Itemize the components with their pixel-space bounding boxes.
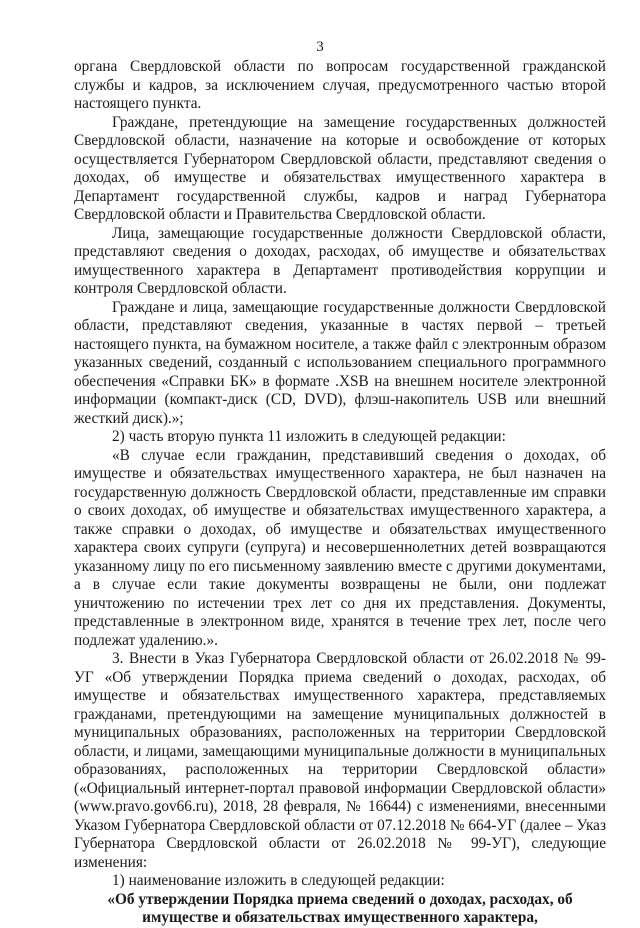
paragraph-item-1-title: 1) наименование изложить в следующей редакции: bbox=[112, 872, 445, 889]
paragraph-item-3: 3. Внести в Указ Губернатора Свердловской области от 26.02.2018 № 99-УГ «Об утверждении Порядка приема сведений о доходах, расходах, об имуществе и обязательствах имущественного характера, представляемых гражданами, претендующими на замещение муниципальных должностей в муниципальных образованиях, расположенных на территории Свердловской области, и лицами, замещающими муниципальные должности в муниципальных образованиях, расположенных на территории Свердловской области» («Официальный интернет-портал правовой информации Свердловской области» (www.pravo.gov66.ru), 2018, 28 февраля, № 16644) с изменениями, внесенными Указом Губернатора Свердловской области от 07.12.2018 № 664-УГ (далее – Указ Губернатора Свердловской области от 26.02.2018 № 99-УГ), следующие изменения: bbox=[74, 650, 606, 871]
paragraph-candidates-governor: Граждане, претендующие на замещение государственных должностей Свердловской области, назначение на которые и освобождение от которых осуществляется Губернатором Свердловской области, представляют сведения о доходах, об имуществе и обязательствах имущественного характера в Департамент государственной службы, кадров и наград Губернатора Свердловской области и Правительства Свердловской области. bbox=[74, 113, 606, 223]
paragraph-officials: Лица, замещающие государственные должности Свердловской области, представляют сведения о доходах, расходах, об имуществе и обязательствах имущественного характера в Департамент противодействия коррупции и контроля Свердловской области. bbox=[74, 224, 606, 297]
document-body bbox=[74, 58, 606, 928]
paragraph-continuation: органа Свердловской области по вопросам государственной гражданской службы и кадров, за исключением случая, предусмотренного частью второй настоящего пункта. bbox=[74, 58, 606, 112]
paragraph-new-title: «Об утверждении Порядка приема сведений о доходах, расходах, об имуществе и обязательствах имущественного характера, bbox=[107, 890, 573, 926]
paragraph-item-2: 2) часть вторую пункта 11 изложить в следующей редакции: bbox=[112, 428, 506, 445]
paragraph-electronic-format: Граждане и лица, замещающие государственные должности Свердловской области, представляют сведения, указанные в частях первой – третьей настоящего пункта, на бумажном носителе, а также файл с электронным образом указанных сведений, созданный с использованием специального программного обеспечения «Справки БК» в формате .XSB на внешнем носителе электронной информации (компакт-диск (CD, DVD), флэш-накопитель USB или внешний жесткий диск).»; bbox=[74, 298, 606, 427]
paragraph-quoted-amendment: «В случае если гражданин, представивший сведения о доходах, об имуществе и обязательствах имущественного характера, не был назначен на государственную должность Свердловской области, представленные им справки о своих доходах, об имуществе и обязательствах имущественного характера, а также справки о доходах, об имуществе и обязательствах имущественного характера своих супруги (супруга) и несовершеннолетних детей возвращаются указанному лицу по его письменному заявлению вместе с другими документами, а в случае если такие документы возвращены не были, они подлежат уничтожению по истечении трех лет со дня их представления. Документы, представленные в электронном виде, хранятся в течение трех лет, после чего подлежат удалению.». bbox=[74, 446, 606, 649]
page-number: 3 bbox=[316, 39, 324, 55]
